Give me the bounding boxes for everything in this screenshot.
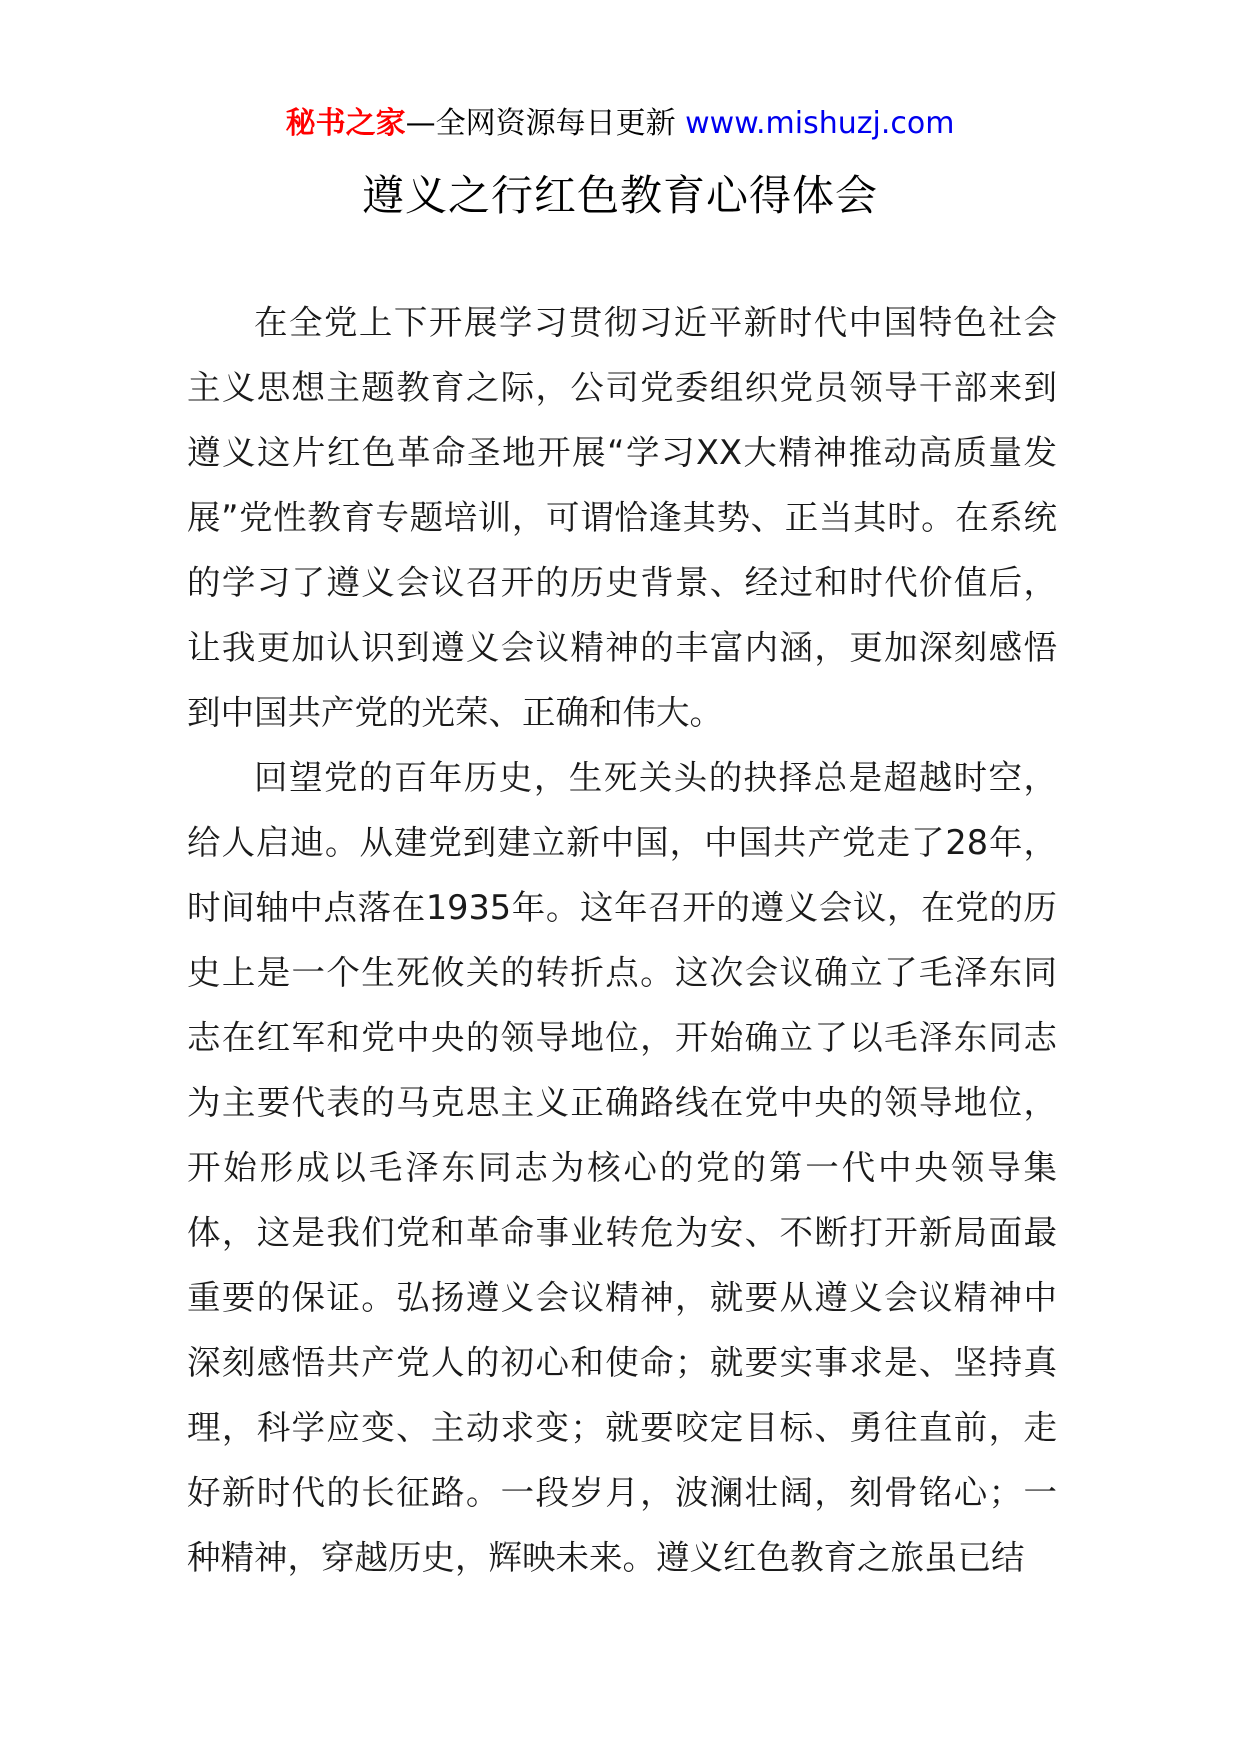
site-header xyxy=(0,104,1240,144)
paragraph-1: 在全党上下开展学习贯彻习近平新时代中国特色社会主义思想主题教育之际，公司党委组织党员领导干部来到遵义这片红色革命圣地开展“学习XX大精神推动高质量发展”党性教育专题培训，可谓恰逢其势、正当其时。在系统的学习了遵义会议召开的历史背景、经过和时代价值后，让我更加认识到遵义会议精神的丰富内涵，更加深刻感悟到中国共产党的光荣、正确和伟大。 xyxy=(187,303,1057,732)
site-brand: 秘书之家 xyxy=(285,106,406,141)
document-title: 遵义之行红色教育心得体会 xyxy=(361,171,878,220)
paragraph-2: 回望党的百年历史，生死关头的抉择总是超越时空，给人启迪。从建党到建立新中国，中国共产党走了28年，时间轴中点落在1935年。这年召开的遵义会议，在党的历史上是一个生死攸关的转折点。这次会议确立了毛泽东同志在红军和党中央的领导地位，开始确立了以毛泽东同志为主要代表的马克思主义正确路线在党中央的领导地位，开始形成以毛泽东同志为核心的党的第一代中央领导集体，这是我们党和革命事业转危为安、不断打开新局面最重要的保证。弘扬遵义会议精神，就要从遵义会议精神中深刻感悟共产党人的初心和使命；就要实事求是、坚持真理，科学应变、主动求变；就要咬定目标、勇往直前，走好新时代的长征路。一段岁月，波澜壮阔，刻骨铭心；一种精神，穿越历史，辉映未来。遵义红色教育之旅虽已结 xyxy=(187,758,1057,1577)
site-tagline: —全网资源每日更新 xyxy=(405,106,676,141)
document-body xyxy=(187,290,1057,1590)
site-url-link[interactable]: www.mishuzj.com xyxy=(685,106,955,141)
